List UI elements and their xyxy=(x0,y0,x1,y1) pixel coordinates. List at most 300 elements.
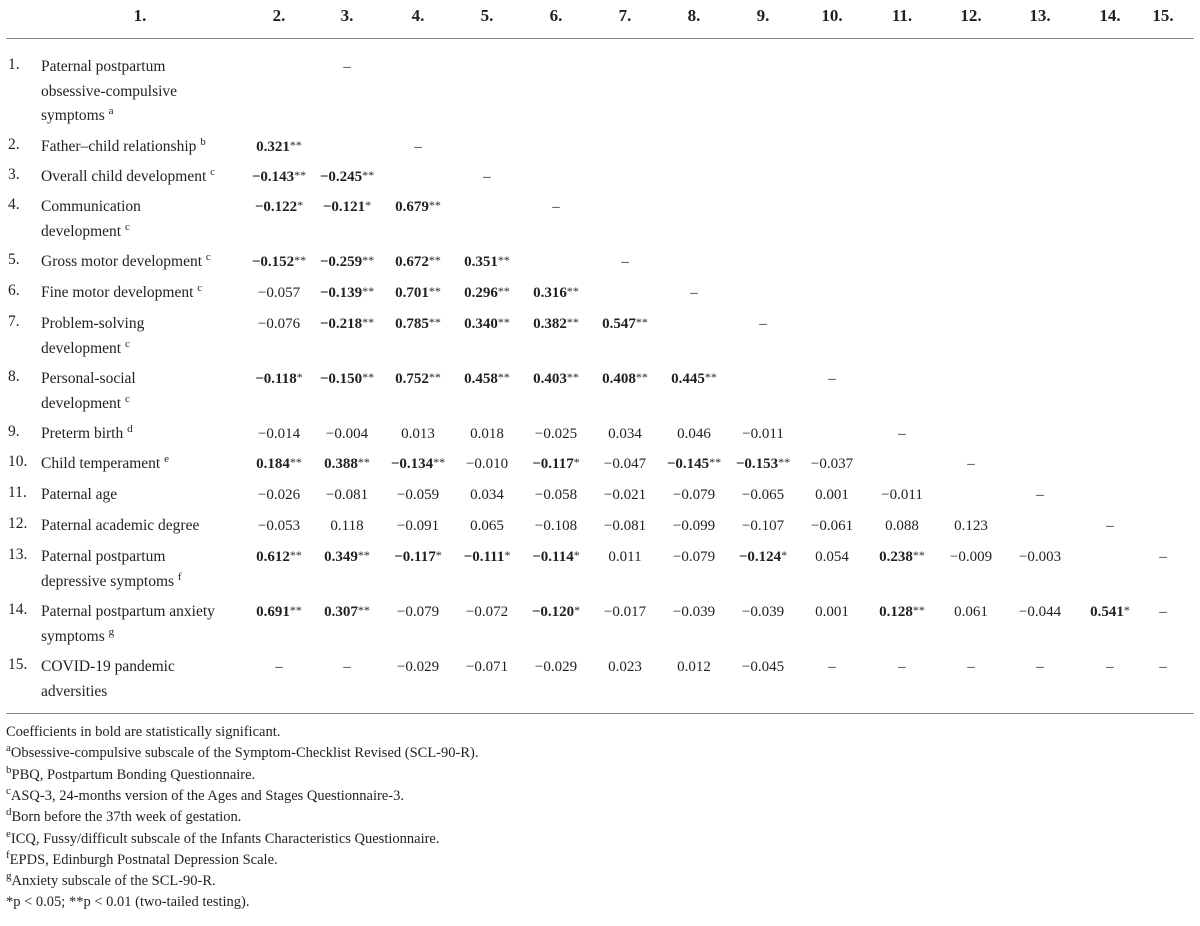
table-cell xyxy=(667,456,721,473)
row-label-text: depressive symptoms xyxy=(41,572,175,590)
row-label-line xyxy=(41,312,144,337)
footnote xyxy=(6,742,479,762)
table-cell xyxy=(324,456,370,473)
table-cell xyxy=(673,549,715,566)
table-cell xyxy=(256,139,302,156)
row-number: 2. xyxy=(8,136,20,153)
cell-value: 0.612 xyxy=(256,549,290,565)
significance-marker: * xyxy=(504,548,511,562)
cell-value: 0.184 xyxy=(256,456,290,472)
column-header-11: 11. xyxy=(891,6,913,25)
row-label xyxy=(41,250,211,275)
row-label xyxy=(41,55,177,129)
cell-value: −0.039 xyxy=(741,604,785,620)
table-cell xyxy=(954,604,988,621)
cell-value: −0.011 xyxy=(881,487,923,503)
row-label-text: obsessive-compulsive xyxy=(41,82,178,100)
row-number: 4. xyxy=(8,196,20,213)
table-cell xyxy=(256,604,302,621)
cell-value: 0.388 xyxy=(324,456,358,472)
cell-value: 0.445 xyxy=(671,371,705,387)
significance-marker: * xyxy=(574,603,581,617)
row-label-text: Gross motor development xyxy=(41,253,203,270)
table-cell xyxy=(608,549,641,566)
row-label-text: Overall child development xyxy=(41,168,207,185)
cell-value: 0.088 xyxy=(885,518,919,534)
table-cell xyxy=(464,549,511,566)
table-cell xyxy=(320,316,374,333)
significance-marker: * xyxy=(573,455,580,469)
cell-value: −0.079 xyxy=(672,487,716,503)
cell-value: – xyxy=(967,456,975,472)
cell-value: 0.128 xyxy=(879,604,913,620)
cell-value: −0.111 xyxy=(463,549,505,565)
significance-marker: ** xyxy=(357,603,370,617)
table-cell xyxy=(395,316,441,333)
footnote-text: *p < 0.05; **p < 0.01 (two-tailed testing). xyxy=(6,894,250,911)
row-label-footnote-mark: c xyxy=(197,281,203,294)
cell-value: −0.120 xyxy=(531,604,575,620)
column-header-1: 1. xyxy=(133,6,147,25)
column-header-3: 3. xyxy=(340,6,354,25)
row-label-line xyxy=(41,680,175,705)
cell-value: −0.117 xyxy=(532,456,574,472)
table-cell xyxy=(815,487,849,504)
cell-value: 0.679 xyxy=(395,199,429,215)
row-label-text: Problem-solving xyxy=(41,315,145,332)
table-cell xyxy=(954,518,988,535)
significance-marker: ** xyxy=(497,315,510,329)
table-cell xyxy=(898,659,906,676)
table-cell xyxy=(466,604,508,621)
row-label-footnote-mark: c xyxy=(205,250,211,263)
cell-value: – xyxy=(898,426,906,442)
cell-value: – xyxy=(690,285,698,301)
table-cell xyxy=(533,316,579,333)
significance-marker: * xyxy=(1123,603,1130,617)
table-cell xyxy=(602,316,648,333)
row-number: 7. xyxy=(8,313,20,330)
row-label-line xyxy=(41,104,177,129)
cell-value: −0.143 xyxy=(251,169,295,185)
row-label-text: Communication xyxy=(41,198,141,215)
table-cell xyxy=(397,518,439,535)
footnote-text: EPDS, Edinburgh Postnatal Depression Scale. xyxy=(9,851,278,868)
row-label-line xyxy=(41,281,202,306)
cell-value: −0.118 xyxy=(255,371,297,387)
cell-value: −0.026 xyxy=(257,487,301,503)
cell-value: 0.046 xyxy=(677,426,711,442)
cell-value: −0.099 xyxy=(672,518,716,534)
table-cell xyxy=(1159,659,1167,676)
cell-value: −0.121 xyxy=(322,199,366,215)
row-number: 11. xyxy=(8,484,27,501)
significance-marker: ** xyxy=(497,253,510,267)
cell-value: – xyxy=(483,169,491,185)
table-cell xyxy=(397,604,439,621)
row-number: 5. xyxy=(8,251,20,268)
table-cell xyxy=(256,456,302,473)
row-number: 8. xyxy=(8,368,20,385)
cell-value: −0.044 xyxy=(1018,604,1062,620)
table-cell xyxy=(397,659,439,676)
cell-value: −0.072 xyxy=(465,604,509,620)
significance-marker: ** xyxy=(635,370,648,384)
table-cell xyxy=(815,549,849,566)
table-cell xyxy=(275,659,283,676)
table-cell xyxy=(464,316,510,333)
cell-value: −0.058 xyxy=(534,487,578,503)
row-label-footnote-mark: c xyxy=(124,337,130,350)
table-cell xyxy=(466,659,508,676)
cell-value: 0.011 xyxy=(608,549,642,565)
cell-value: – xyxy=(343,659,351,675)
row-label-line xyxy=(41,367,136,392)
row-label xyxy=(41,545,182,594)
row-label-line xyxy=(41,55,177,80)
row-label xyxy=(41,514,199,539)
header-rule xyxy=(6,38,1194,39)
cell-value: 0.351 xyxy=(464,254,498,270)
table-cell xyxy=(535,659,577,676)
cell-value: −0.014 xyxy=(257,426,301,442)
cell-value: −0.108 xyxy=(534,518,578,534)
table-cell xyxy=(604,456,646,473)
significance-marker: ** xyxy=(428,370,441,384)
cell-value: 0.785 xyxy=(395,316,429,332)
cell-value: – xyxy=(759,316,767,332)
table-cell xyxy=(533,285,579,302)
table-cell xyxy=(320,371,374,388)
significance-marker: * xyxy=(365,198,372,212)
cell-value: −0.079 xyxy=(396,604,440,620)
cell-value: 0.054 xyxy=(815,549,849,565)
significance-marker: ** xyxy=(497,284,510,298)
cell-value: −0.010 xyxy=(465,456,509,472)
table-cell xyxy=(395,371,441,388)
significance-marker: ** xyxy=(428,198,441,212)
cell-value: 0.752 xyxy=(395,371,429,387)
cell-value: −0.003 xyxy=(1018,549,1062,565)
cell-value: −0.037 xyxy=(810,456,854,472)
row-label-footnote-mark: b xyxy=(200,135,206,148)
cell-value: −0.059 xyxy=(396,487,440,503)
table-cell xyxy=(401,426,435,443)
table-cell xyxy=(535,487,577,504)
significance-marker: ** xyxy=(362,168,375,182)
table-cell xyxy=(464,371,510,388)
cell-value: – xyxy=(1106,518,1114,534)
footnote-text: Obsessive-compulsive subscale of the Symptom-Checklist Revised (SCL-90-R). xyxy=(10,745,479,762)
cell-value: 0.238 xyxy=(879,549,913,565)
table-cell xyxy=(326,487,368,504)
table-cell xyxy=(1036,659,1044,676)
footnote-mark: f xyxy=(6,848,10,861)
cell-value: 0.001 xyxy=(815,604,849,620)
row-label-footnote-mark: c xyxy=(124,392,130,405)
column-header-6: 6. xyxy=(549,6,563,25)
table-cell xyxy=(343,59,351,76)
footnote-mark: d xyxy=(6,806,12,819)
cell-value: – xyxy=(552,199,560,215)
footnote-mark: a xyxy=(6,742,11,755)
cell-value: −0.259 xyxy=(319,254,363,270)
cell-value: 0.408 xyxy=(602,371,636,387)
row-label-line xyxy=(41,220,141,245)
row-label-footnote-mark: d xyxy=(127,422,133,435)
table-cell xyxy=(742,604,784,621)
row-label-text: Paternal academic degree xyxy=(41,517,200,534)
table-cell xyxy=(397,487,439,504)
table-cell xyxy=(950,549,992,566)
table-cell xyxy=(395,199,441,216)
row-label-text: symptoms xyxy=(41,107,105,124)
table-cell xyxy=(967,456,975,473)
row-label-line xyxy=(41,655,175,680)
cell-value: −0.009 xyxy=(949,549,993,565)
significance-marker: ** xyxy=(289,603,302,617)
row-label-text: Paternal postpartum xyxy=(41,548,166,565)
table-cell xyxy=(464,254,510,271)
table-cell xyxy=(252,254,306,271)
cell-value: – xyxy=(1106,659,1114,675)
row-label-line xyxy=(41,337,144,362)
row-label-line xyxy=(41,570,182,595)
table-cell xyxy=(677,659,711,676)
footnote xyxy=(6,848,278,869)
cell-value: 0.458 xyxy=(464,371,498,387)
row-label-text: Fine motor development xyxy=(41,284,194,301)
cell-value: −0.065 xyxy=(741,487,785,503)
cell-value: 0.403 xyxy=(533,371,567,387)
table-cell xyxy=(1106,518,1114,535)
cell-value: 0.701 xyxy=(395,285,429,301)
row-label-text: Preterm birth xyxy=(41,425,124,442)
significance-marker: ** xyxy=(289,455,302,469)
cell-value: −0.045 xyxy=(741,659,785,675)
table-cell xyxy=(879,604,925,621)
cell-value: 0.034 xyxy=(608,426,642,442)
cell-value: −0.053 xyxy=(257,518,301,534)
significance-marker: ** xyxy=(362,284,375,298)
cell-value: 0.340 xyxy=(464,316,498,332)
table-cell xyxy=(1159,604,1167,621)
cell-value: −0.017 xyxy=(603,604,647,620)
table-cell xyxy=(258,518,300,535)
cell-value: −0.076 xyxy=(257,316,301,332)
table-cell xyxy=(414,139,422,156)
cell-value: – xyxy=(1159,659,1167,675)
cell-value: 0.691 xyxy=(256,604,290,620)
cell-value: – xyxy=(828,371,836,387)
row-label xyxy=(41,165,215,190)
table-cell xyxy=(1019,549,1061,566)
table-cell xyxy=(324,549,370,566)
table-cell xyxy=(391,456,445,473)
cell-value: −0.061 xyxy=(810,518,854,534)
table-cell xyxy=(742,487,784,504)
row-label xyxy=(41,483,117,508)
table-cell xyxy=(326,426,368,443)
table-cell xyxy=(1106,659,1114,676)
footer-rule xyxy=(6,713,1194,714)
row-label-line xyxy=(41,80,177,105)
cell-value: −0.039 xyxy=(672,604,716,620)
table-cell xyxy=(608,659,642,676)
table-cell xyxy=(811,456,853,473)
table-cell xyxy=(828,371,836,388)
table-cell xyxy=(255,199,303,216)
cell-value: 0.118 xyxy=(330,518,364,534)
table-cell xyxy=(1019,604,1061,621)
table-cell xyxy=(395,285,441,302)
significance-marker: ** xyxy=(912,603,925,617)
significance-marker: * xyxy=(296,370,303,384)
footnote-text: Coefficients in bold are statistically significant. xyxy=(6,724,281,740)
table-cell xyxy=(673,487,715,504)
cell-value: – xyxy=(621,254,629,270)
cell-value: −0.218 xyxy=(319,316,363,332)
row-label xyxy=(41,135,206,160)
table-cell xyxy=(811,518,853,535)
row-label-text: development xyxy=(41,394,122,412)
row-number: 10. xyxy=(8,453,28,470)
table-cell xyxy=(736,456,790,473)
footnote-text: Anxiety subscale of the SCL-90-R. xyxy=(11,873,216,890)
row-number: 3. xyxy=(8,166,20,183)
table-cell xyxy=(879,549,925,566)
row-label-text: symptoms xyxy=(41,627,105,645)
cell-value: −0.029 xyxy=(534,659,578,675)
row-label-line xyxy=(41,514,199,539)
table-cell xyxy=(532,456,579,473)
table-cell xyxy=(394,549,441,566)
cell-value: −0.021 xyxy=(603,487,647,503)
row-label-text: adversities xyxy=(41,682,108,700)
table-cell xyxy=(742,518,784,535)
column-header-9: 9. xyxy=(756,6,770,25)
table-cell xyxy=(483,169,491,186)
cell-value: −0.153 xyxy=(735,456,779,472)
cell-value: – xyxy=(414,139,422,155)
cell-value: 0.382 xyxy=(533,316,567,332)
significance-marker: ** xyxy=(362,253,375,267)
row-label-footnote-mark: c xyxy=(210,165,216,178)
significance-marker: ** xyxy=(709,455,722,469)
table-cell xyxy=(742,659,784,676)
row-label-line xyxy=(41,600,215,625)
cell-value: 0.061 xyxy=(954,604,988,620)
row-label-line xyxy=(41,545,182,570)
table-cell xyxy=(815,604,849,621)
table-cell xyxy=(742,426,784,443)
cell-value: −0.071 xyxy=(465,659,509,675)
table-cell xyxy=(828,659,836,676)
table-cell xyxy=(535,518,577,535)
row-label xyxy=(41,452,169,477)
row-number: 9. xyxy=(8,423,20,440)
cell-value: −0.152 xyxy=(251,254,295,270)
row-number: 6. xyxy=(8,282,20,299)
table-cell xyxy=(258,487,300,504)
table-cell xyxy=(533,371,579,388)
row-label-line xyxy=(41,392,136,417)
cell-value: – xyxy=(1036,487,1044,503)
row-label xyxy=(41,367,136,416)
cell-value: 0.541 xyxy=(1090,604,1124,620)
cell-value: −0.139 xyxy=(319,285,363,301)
significance-marker: * xyxy=(435,548,442,562)
cell-value: 0.316 xyxy=(533,285,567,301)
column-header-10: 10. xyxy=(821,6,843,25)
significance-marker: ** xyxy=(428,253,441,267)
table-cell xyxy=(673,518,715,535)
table-cell xyxy=(604,487,646,504)
footnote-text: ICQ, Fussy/difficult subscale of the Infants Characteristics Questionnaire. xyxy=(10,830,440,847)
footnote xyxy=(6,763,256,784)
cell-value: 0.296 xyxy=(464,285,498,301)
row-label-text: COVID-19 pandemic xyxy=(41,658,175,675)
cell-value: – xyxy=(1036,659,1044,675)
table-cell xyxy=(885,518,919,535)
cell-value: – xyxy=(898,659,906,675)
table-cell xyxy=(470,487,504,504)
significance-marker: ** xyxy=(912,548,925,562)
table-cell xyxy=(604,518,646,535)
cell-value: −0.011 xyxy=(742,426,784,442)
row-label-line xyxy=(41,250,211,275)
cell-value: 0.034 xyxy=(470,487,504,503)
table-cell xyxy=(604,604,646,621)
significance-marker: ** xyxy=(497,370,510,384)
row-label-text: Paternal postpartum anxiety xyxy=(41,603,215,620)
table-cell xyxy=(759,316,767,333)
table-cell xyxy=(671,371,717,388)
cell-value: −0.145 xyxy=(666,456,710,472)
cell-value: 0.123 xyxy=(954,518,988,534)
table-cell xyxy=(323,199,371,216)
table-cell xyxy=(330,518,363,535)
table-cell xyxy=(602,371,648,388)
cell-value: 0.012 xyxy=(677,659,711,675)
table-cell xyxy=(1090,604,1130,621)
row-label xyxy=(41,312,144,361)
row-number: 15. xyxy=(8,656,28,673)
table-cell xyxy=(343,659,351,676)
cell-value: 0.023 xyxy=(608,659,642,675)
footnote-mark: e xyxy=(6,827,11,840)
row-label-text: Paternal age xyxy=(41,486,118,503)
column-header-2: 2. xyxy=(272,6,286,25)
significance-marker: ** xyxy=(433,455,446,469)
column-header-5: 5. xyxy=(480,6,494,25)
cell-value: 0.321 xyxy=(256,139,290,155)
cell-value: 0.547 xyxy=(602,316,636,332)
row-label-text: Child temperament xyxy=(41,455,161,472)
table-cell xyxy=(470,518,504,535)
significance-marker: ** xyxy=(704,370,717,384)
row-label-footnote-mark: g xyxy=(108,625,115,638)
table-cell xyxy=(532,549,579,566)
cell-value: 0.065 xyxy=(470,518,504,534)
cell-value: −0.047 xyxy=(603,456,647,472)
footnote xyxy=(6,724,280,741)
row-label-text: Father–child relationship xyxy=(41,138,197,155)
cell-value: −0.107 xyxy=(741,518,785,534)
table-cell xyxy=(255,371,302,388)
table-cell xyxy=(258,316,300,333)
table-cell xyxy=(690,285,698,302)
